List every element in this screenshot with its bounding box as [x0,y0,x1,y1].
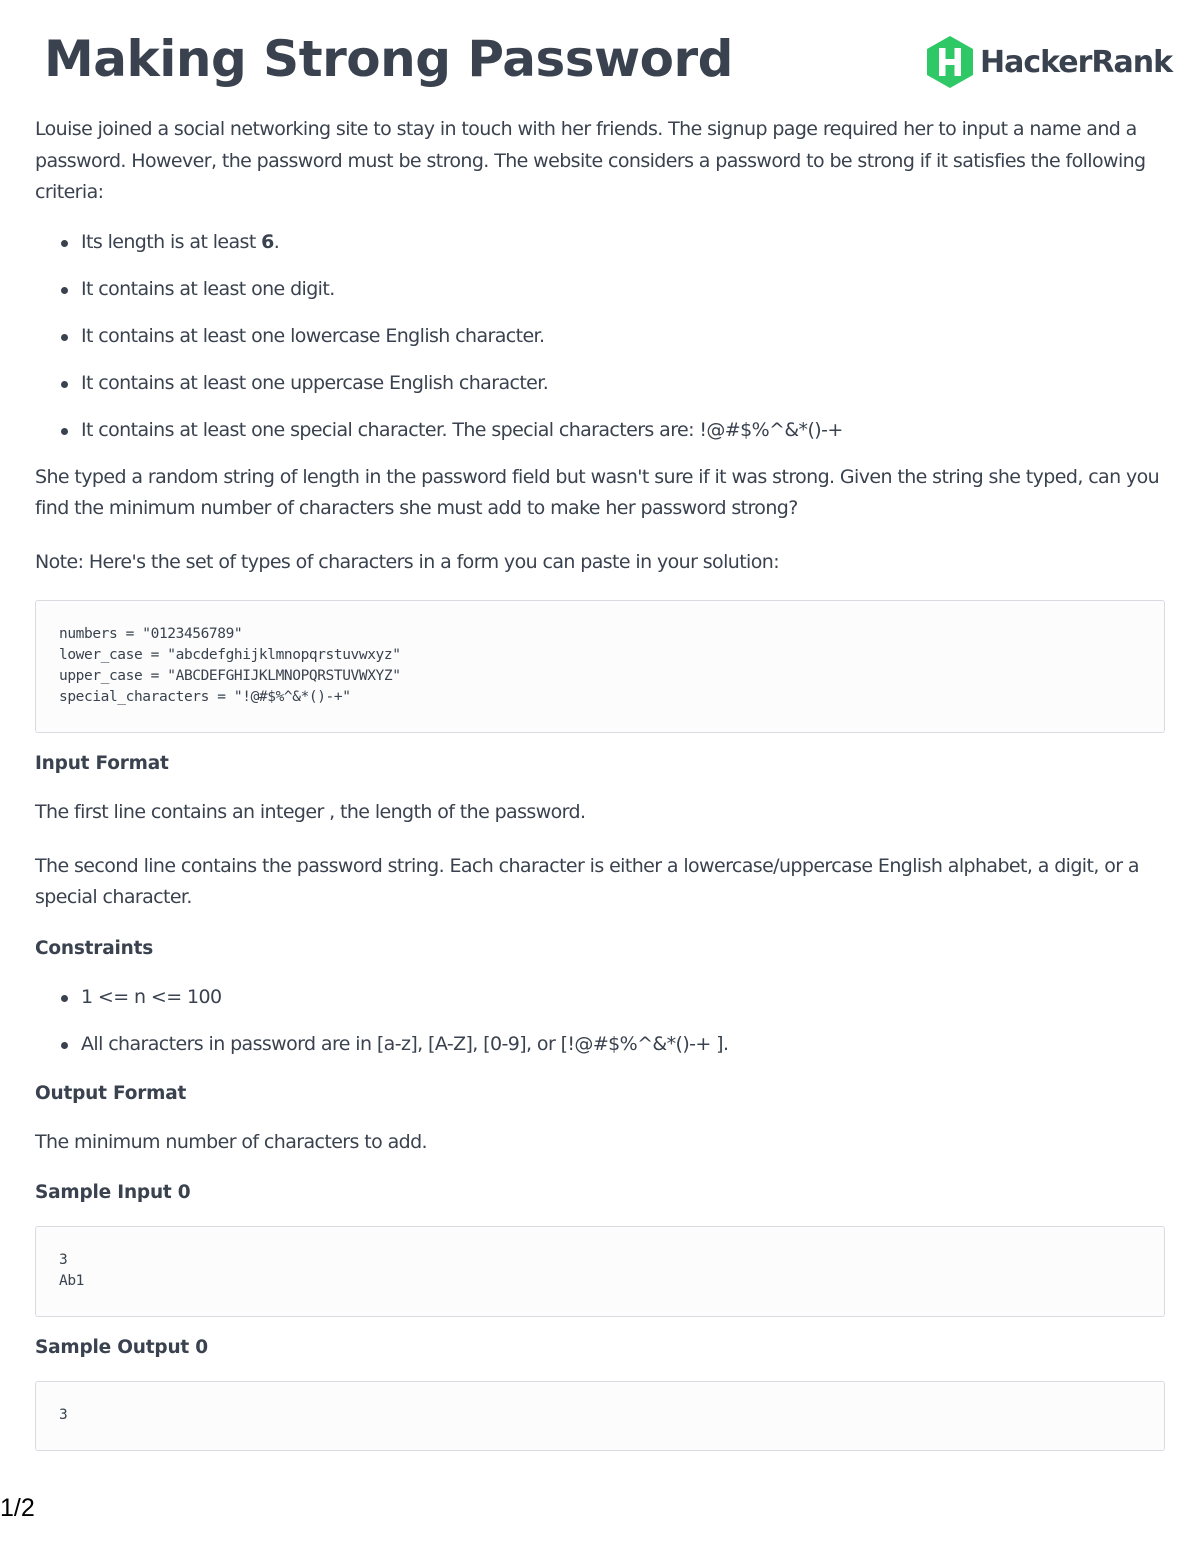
constraint-item-n: 1 <= n <= 100 [35,982,1165,1014]
logo-text: HackerRank [980,44,1173,80]
min-length-value: 6 [261,230,274,253]
sample-output-heading: Sample Output 0 [35,1337,208,1358]
sample-input-code-block[interactable] [35,1226,1165,1317]
hackerrank-logo [924,34,1172,90]
output-format-text: The minimum number of characters to add. [35,1130,427,1153]
note-paragraph: Note: Here's the set of types of characters in a form you can paste in your solution: [35,550,779,573]
story-paragraph: She typed a random string of length in the password field but wasn't sure if it was strong. Given the string she typed, can you find the minimum number of characters she must add to make her password strong? [35,465,1160,519]
character-sets-code-block[interactable] [35,600,1165,733]
criteria-item-uppercase: It contains at least one uppercase English character. [35,368,1165,400]
sample-output-code-block[interactable] [35,1381,1165,1451]
criteria-list [35,227,1165,447]
code-line: upper_case = "ABCDEFGHIJKLMNOPQRSTUVWXYZ" [59,668,401,684]
code-line: Ab1 [59,1273,84,1289]
criteria-item-special: It contains at least one special character. The special characters are: !@#$%^&*()-+ [35,415,1165,447]
page-title: Making Strong Password [44,30,733,88]
criteria-item-length: Its length is at least 6. [35,227,1165,259]
code-line: 3 [59,1407,68,1423]
criteria-item-lowercase: It contains at least one lowercase English character. [35,321,1165,353]
constraints-list [35,982,1165,1061]
code-line: 3 [59,1252,68,1268]
output-format-heading: Output Format [35,1082,187,1104]
criteria-item-digit: It contains at least one digit. [35,274,1165,306]
code-line: lower_case = "abcdefghijklmnopqrstuvwxyz" [59,647,401,663]
code-line: numbers = "0123456789" [59,626,243,642]
input-format-line-1: The first line contains an integer , the length of the password. [35,801,586,823]
sample-input-heading: Sample Input 0 [35,1182,191,1203]
input-format-line-2: The second line contains the password string. Each character is either a lowercase/uppercase English alphabet, a digit, or a special character. [35,854,1139,908]
intro-paragraph: Louise joined a social networking site to stay in touch with her friends. The signup page required her to input a name and a password. However, the password must be strong. The website considers a password to be strong if it satisfies the following criteria: [35,118,1146,203]
page-number: 1/2 [0,1494,35,1522]
hackerrank-hexagon-icon [924,34,976,90]
constraint-item-charset: All characters in password are in [a-z], [A-Z], [0-9], or [!@#$%^&*()-+ ]. [35,1029,1165,1061]
input-format-heading: Input Format [35,753,169,774]
code-line: special_characters = "!@#$%^&*()-+" [59,689,351,705]
constraints-heading: Constraints [35,937,154,959]
problem-statement [35,114,1165,1469]
